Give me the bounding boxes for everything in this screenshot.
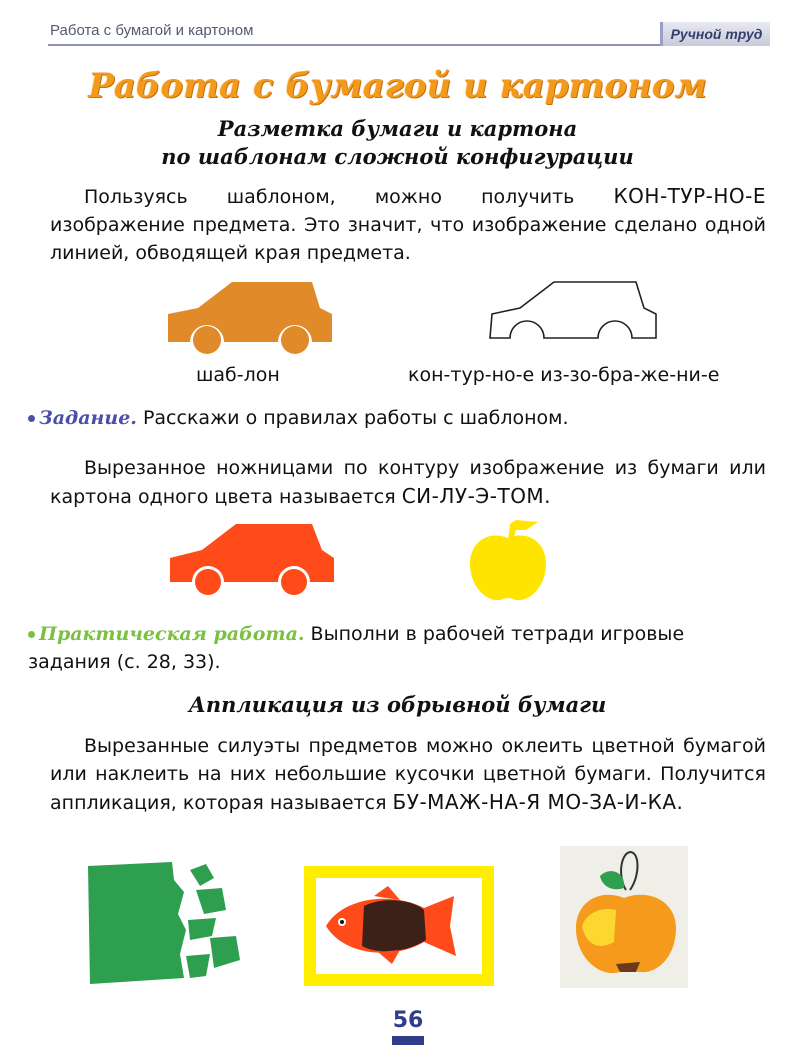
contour-car-image [486, 276, 662, 358]
task-label: Практическая работа. [39, 623, 305, 645]
bullet-icon [28, 631, 35, 638]
page-number-bar [392, 1036, 424, 1045]
page-number: 56 [392, 1008, 424, 1033]
silhouette-car-image [166, 520, 338, 600]
page-header [0, 0, 795, 46]
paragraph-text: Вырезанное ножницами по контуру изображение из бумаги или картона одного цвета называется [50, 457, 766, 508]
term-silhouette: СИ-ЛУ-Э-ТОМ. [401, 484, 552, 508]
page-title: Работа с бумагой и картоном [88, 66, 707, 106]
subtitle-line-1: Разметка бумаги и картона [217, 116, 578, 141]
fish-mosaic-image [304, 866, 494, 986]
task-practical [28, 620, 766, 676]
caption-template: шаб-лон [196, 364, 280, 386]
paragraph-mosaic [50, 732, 766, 817]
task-text: Расскажи о правилах работы с шаблоном. [142, 407, 569, 429]
torn-paper-image [86, 860, 246, 990]
paragraph-text: Пользуясь шаблоном, можно получить [84, 186, 575, 208]
header-divider [48, 44, 660, 46]
caption-contour: кон-тур-но-е из-зо-бра-же-ни-е [408, 364, 720, 386]
term-contour: КОН-ТУР-НО-Е [613, 184, 766, 208]
term-mosaic: БУ-МАЖ-НА-Я МО-ЗА-И-КА. [392, 790, 684, 814]
subtitle-applique: Аппликация из обрывной бумаги [188, 692, 607, 717]
paragraph-text: Вырезанные силуэты предметов можно оклеить цветной бумагой или наклеить на них небольшие кусочки цветной бумаги. Получится аппликация, которая называется [50, 735, 766, 814]
apple-mosaic-image [560, 846, 688, 988]
template-car-image [160, 276, 340, 358]
bullet-icon [28, 415, 35, 422]
task-text: Выполни в рабочей тетради игровые задания (с. 28, 33). [28, 623, 685, 673]
paragraph-contour [50, 182, 766, 267]
header-badge: Ручной труд [660, 22, 770, 46]
apple-silhouette-image [466, 516, 550, 604]
task-assignment [28, 404, 766, 432]
paragraph-silhouette [50, 454, 766, 511]
paragraph-text: изображение предмета. Это значит, что изображение сделано одной линией, обводящей края предмета. [50, 214, 766, 264]
task-label: Задание. [39, 407, 137, 429]
header-section-title: Работа с бумагой и картоном [50, 22, 254, 39]
subtitle-line-2: по шаблонам сложной конфигурации [161, 144, 634, 169]
